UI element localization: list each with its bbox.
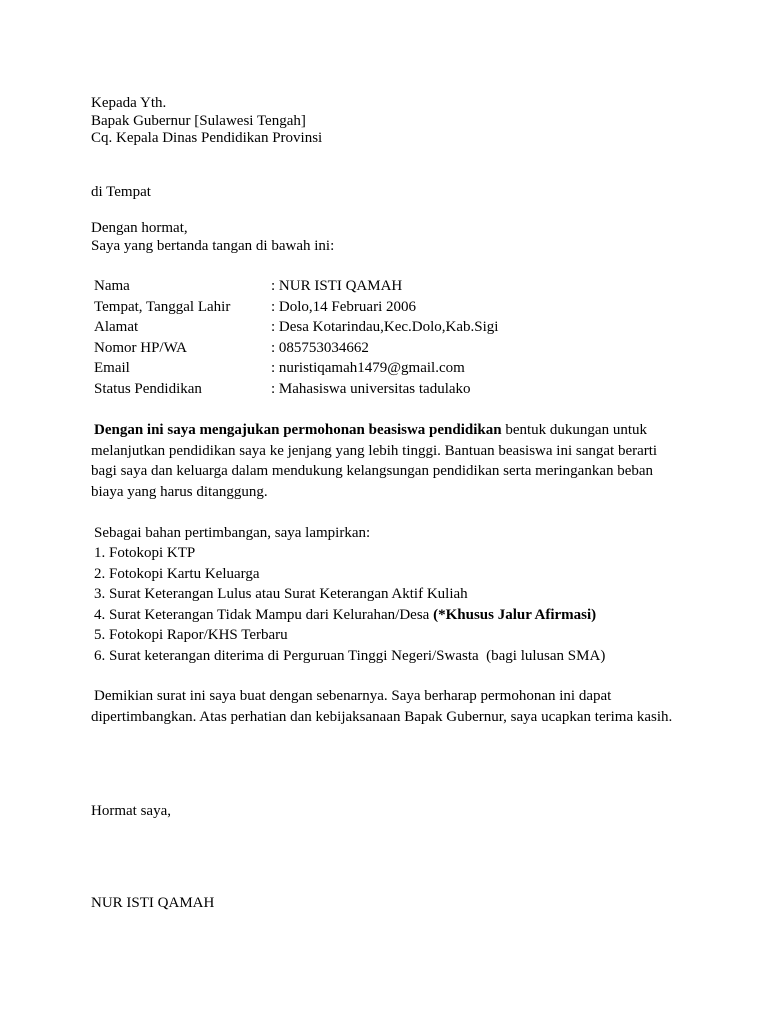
- attachment-item: 2. Fotokopi Kartu Keluarga: [94, 566, 260, 582]
- request-line-4: biaya yang harus ditanggung.: [91, 484, 268, 500]
- recipient-line-1: Kepada Yth.: [91, 95, 167, 111]
- request-line-2: melanjutkan pendidikan saya ke jenjang yang lebih tinggi. Bantuan beasiswa ini sangat berarti: [91, 443, 658, 459]
- closing-line-1: Demikian surat ini saya buat dengan sebenarnya. Saya berharap permohonan ini dapat: [94, 688, 612, 704]
- request-line-3: bagi saya dan keluarga dalam mendukung kelangsungan pendidikan serta meringankan beban: [91, 463, 654, 479]
- identity-value: : Dolo,14 Februari 2006: [271, 299, 416, 315]
- signature-name: NUR ISTI QAMAH: [91, 895, 215, 911]
- attachment-item: 5. Fotokopi Rapor/KHS Terbaru: [94, 627, 288, 643]
- attachment-item: 1. Fotokopi KTP: [94, 545, 196, 561]
- identity-label: Nomor HP/WA: [94, 340, 187, 356]
- identity-value: : nuristiqamah1479@gmail.com: [271, 360, 465, 376]
- attachment-item: 6. Surat keterangan diterima di Perguruan Tinggi Negeri/Swasta (bagi lulusan SMA): [94, 648, 606, 664]
- identity-label: Tempat, Tanggal Lahir: [94, 299, 231, 315]
- recipient-line-3: Cq. Kepala Dinas Pendidikan Provinsi: [91, 130, 323, 146]
- identity-value: : Desa Kotarindau,Kec.Dolo,Kab.Sigi: [271, 319, 499, 335]
- attachment-item: [94, 606, 596, 624]
- identity-label: Nama: [94, 278, 130, 294]
- closing-line-2: dipertimbangkan. Atas perhatian dan kebijaksanaan Bapak Gubernur, saya ucapkan terima kasih.: [91, 709, 673, 725]
- sign-off: Hormat saya,: [91, 803, 171, 819]
- greeting: Dengan hormat,: [91, 220, 188, 236]
- identity-value: : Mahasiswa universitas tadulako: [271, 381, 471, 397]
- recipient-line-2: Bapak Gubernur [Sulawesi Tengah]: [91, 113, 306, 129]
- request-line-1-rest: bentuk dukungan untuk: [501, 422, 648, 438]
- attachment-item: 3. Surat Keterangan Lulus atau Surat Keterangan Aktif Kuliah: [94, 586, 468, 602]
- identity-label: Alamat: [94, 319, 139, 335]
- request-line-1: [94, 421, 647, 439]
- attachments-heading: Sebagai bahan pertimbangan, saya lampirkan:: [94, 525, 371, 541]
- request-bold-lead: Dengan ini saya mengajukan permohonan beasiswa pendidikan: [94, 422, 502, 438]
- identity-value: : 085753034662: [271, 340, 369, 356]
- identity-label: Email: [94, 360, 130, 376]
- intro-text: Saya yang bertanda tangan di bawah ini:: [91, 238, 335, 254]
- identity-value: : NUR ISTI QAMAH: [271, 278, 403, 294]
- attachment-item-note: (*Khusus Jalur Afirmasi): [433, 607, 597, 623]
- recipient-place: di Tempat: [91, 184, 151, 200]
- identity-label: Status Pendidikan: [94, 381, 202, 397]
- attachment-item-text: 4. Surat Keterangan Tidak Mampu dari Kelurahan/Desa: [94, 607, 434, 623]
